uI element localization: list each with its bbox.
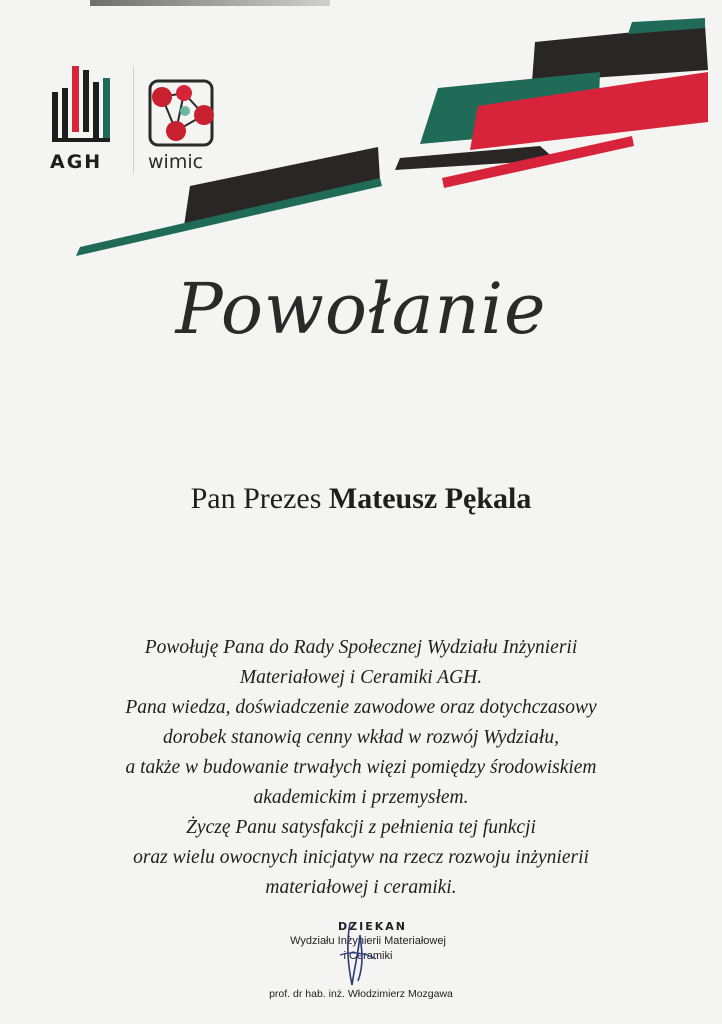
recipient-name: Mateusz Pękala (328, 482, 532, 515)
body-line: materiałowej i ceramiki. (265, 877, 457, 898)
body-line: a także w budowanie trwałych więzi pomiędzy środowiskiem (125, 757, 597, 778)
stripe-dark-top (532, 25, 708, 82)
signature-line-2: i Ceramiki (343, 950, 393, 962)
body-line: oraz wielu owocnych inicjatyw na rzecz rozwoju inżynierii (133, 847, 589, 868)
body-line: Materiałowej i Ceramiki AGH. (239, 667, 483, 688)
body-text (40, 633, 682, 903)
signatory-name: prof. dr hab. inż. Włodzimierz Mozgawa (269, 988, 453, 1000)
body-line: Życzę Panu satysfakcji z pełnienia tej funkcji (186, 817, 536, 838)
recipient-prefix: Pan Prezes (190, 482, 322, 515)
handwritten-signature (328, 915, 388, 990)
signature-line-1: Wydziału Inżynierii Materiałowej (290, 935, 446, 947)
recipient-line (0, 482, 722, 516)
body-line: Powołuję Pana do Rady Społecznej Wydziału Inżynierii (144, 637, 578, 658)
body-line: akademickim i przemysłem. (253, 787, 469, 808)
wimic-logo-icon (142, 75, 222, 151)
signature-title: DZIEKAN (338, 920, 407, 933)
body-line: Pana wiedza, doświadczenie zawodowe oraz dotychczasowy (125, 697, 597, 718)
wimic-logo-text: wimic (148, 151, 204, 173)
agh-logo-text: AGH (50, 151, 103, 173)
logo-divider (133, 66, 134, 174)
document-title: Powołanie (175, 268, 547, 350)
body-line: dorobek stanowią cenny wkład w rozwój Wydziału, (163, 727, 559, 748)
